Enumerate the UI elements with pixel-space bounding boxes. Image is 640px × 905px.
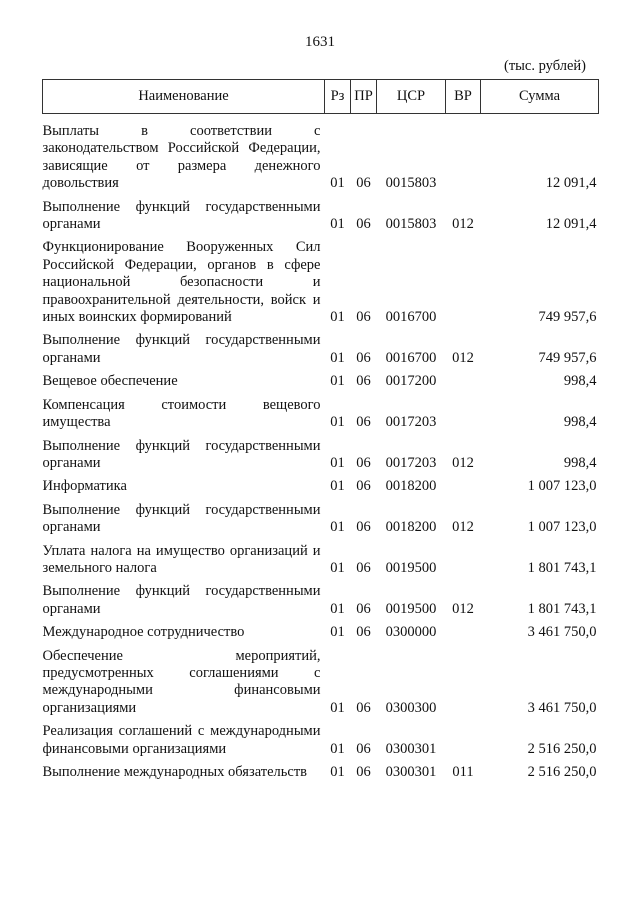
row-pr: 06 [356,454,371,471]
row-vr: 011 [452,764,474,780]
table-row [43,618,599,641]
row-csr: 0017203 [385,454,437,471]
row-rz: 01 [330,454,345,471]
header-rz: Рз [325,80,351,114]
header-pr: ПР [351,80,377,114]
row-csr: 0017200 [385,373,437,390]
row-vr [446,233,481,326]
row-name: Реализация соглашений с международными финансовыми организациями [42,723,321,757]
row-csr: 0300301 [385,764,437,780]
row-pr: 06 [356,309,371,326]
row-sum: 749 957,6 [538,349,597,366]
row-csr: 0019500 [385,559,437,576]
row-csr: 0015803 [385,216,437,233]
row-name: Выполнение функций государственными органами [42,198,321,233]
row-csr: 0018200 [385,478,437,495]
row-pr: 06 [356,699,371,716]
row-csr: 0019500 [385,600,437,617]
row-vr: 012 [452,454,474,471]
table-row [43,326,599,367]
header-csr: ЦСР [377,80,446,114]
row-name: Обеспечение мероприятий, предусмотренных соглашениями с международными финансовыми организациями [42,647,321,716]
row-csr: 0016700 [385,349,437,366]
table-row [43,391,599,432]
table-row [43,758,599,781]
row-pr: 06 [356,559,371,576]
table-row [43,472,599,495]
row-name: Выполнение функций государственными органами [42,501,321,536]
row-rz: 01 [330,624,345,641]
row-sum: 749 957,6 [538,309,597,326]
row-sum: 1 801 743,1 [527,600,597,617]
row-pr: 06 [356,216,371,233]
row-name: Уплата налога на имущество организаций и земельного налога [42,542,321,576]
row-pr: 06 [356,624,371,641]
table-row [43,114,599,193]
header-name: Наименование [43,80,325,114]
table-row [43,432,599,473]
row-rz: 01 [330,740,345,757]
table-row [43,642,599,718]
row-pr: 06 [356,600,371,617]
header-vr: ВР [446,80,481,114]
row-vr [446,391,481,432]
row-name: Выполнение международных обязательств [42,764,307,780]
row-sum: 12 091,4 [545,216,597,233]
table-row [43,717,599,758]
row-vr [446,537,481,578]
row-name: Международное сотрудничество [42,624,245,641]
row-pr: 06 [356,740,371,757]
row-rz: 01 [330,216,345,233]
row-rz: 01 [330,175,345,192]
row-sum: 998,4 [563,454,597,471]
row-sum: 12 091,4 [545,175,597,192]
row-csr: 0017203 [385,414,437,431]
row-vr: 012 [452,600,474,617]
row-rz: 01 [330,373,345,390]
row-vr [446,642,481,718]
page-number: 1631 [305,34,335,50]
row-rz: 01 [330,600,345,617]
row-vr [446,472,481,495]
table-row [43,496,599,537]
row-vr [446,618,481,641]
row-sum: 1 007 123,0 [527,478,597,495]
table-row [43,367,599,390]
row-rz: 01 [330,478,345,495]
row-vr: 012 [452,216,474,233]
row-sum: 998,4 [563,373,597,390]
row-rz: 01 [330,699,345,716]
row-csr: 0300300 [385,699,437,716]
row-name: Выплаты в соответствии с законодательством Российской Федерации, зависящие от размера денежного довольствия [42,123,321,192]
table-header [43,80,599,114]
row-sum: 998,4 [563,414,597,431]
row-name: Выполнение функций государственными органами [42,332,321,366]
table-row [43,537,599,578]
table-row [43,577,599,618]
row-rz: 01 [330,414,345,431]
row-csr: 0300301 [385,740,437,757]
row-csr: 0016700 [385,309,437,326]
row-name: Компенсация стоимости вещевого имущества [42,396,321,431]
row-sum: 3 461 750,0 [527,624,597,641]
row-vr [446,717,481,758]
row-csr: 0015803 [385,175,437,192]
row-csr: 0018200 [385,519,437,536]
table-row [43,233,599,326]
row-pr: 06 [356,175,371,192]
row-csr: 0300000 [385,624,437,641]
row-rz: 01 [330,519,345,536]
table-row [43,193,599,234]
row-sum: 3 461 750,0 [527,699,597,716]
row-name: Информатика [42,478,127,495]
row-pr: 06 [356,349,371,366]
header-sum: Сумма [481,80,599,114]
row-sum: 1 801 743,1 [527,559,597,576]
row-pr: 06 [356,519,371,536]
row-rz: 01 [330,764,345,780]
row-pr: 06 [356,414,371,431]
row-vr: 012 [452,349,474,366]
budget-table [42,79,599,781]
row-name: Вещевое обеспечение [42,373,178,390]
row-pr: 06 [356,373,371,390]
row-rz: 01 [330,559,345,576]
row-pr: 06 [356,478,371,495]
row-sum: 2 516 250,0 [527,740,597,757]
row-sum: 2 516 250,0 [527,764,597,780]
row-vr [446,114,481,193]
row-name: Выполнение функций государственными органами [42,583,321,617]
units-label: (тыс. рублей) [504,58,586,74]
row-vr: 012 [452,519,474,536]
row-sum: 1 007 123,0 [527,519,597,536]
row-vr [446,367,481,390]
row-name: Функционирование Вооруженных Сил Российской Федерации, органов в сфере национальной безопасности и правоохранительной деятельности, войск и иных воинских формирований [42,239,321,326]
row-pr: 06 [356,764,371,780]
row-name: Выполнение функций государственными органами [42,437,321,471]
row-rz: 01 [330,309,345,326]
row-rz: 01 [330,349,345,366]
